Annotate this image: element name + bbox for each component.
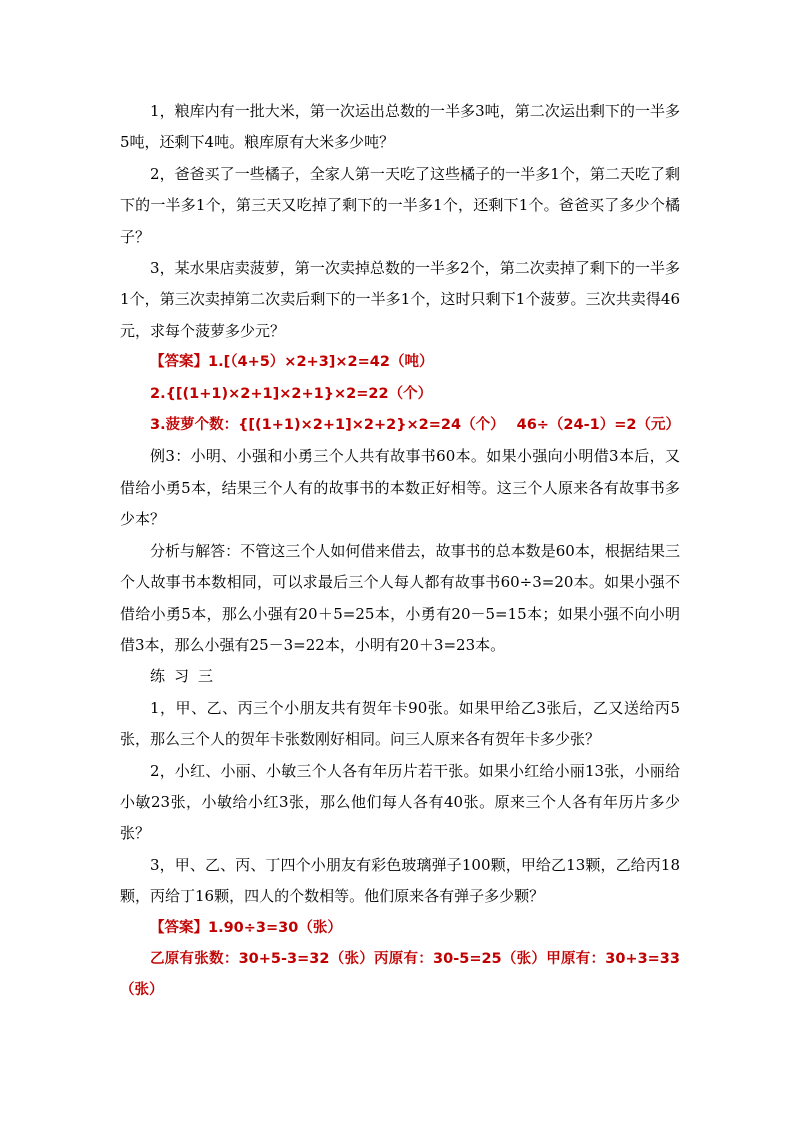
document-body [120, 96, 680, 1007]
exercise-answer-1 [120, 913, 680, 944]
problem-1: 1，粮库内有一批大米，第一次运出总数的一半多3吨，第二次运出剩下的一半多5吨，还剩下4吨。粮库原有大米多少吨？ [120, 102, 680, 152]
answer-1-text: 1.[（4+5）×2+3]×2=42（吨） [208, 354, 434, 371]
answer-3 [120, 410, 680, 441]
exercise-problem-1: 1，甲、乙、丙三个小朋友共有贺年卡90张。如果甲给乙3张后，乙又送给丙5张，那么三个人的贺年卡张数刚好相同。问三人原来各有贺年卡多少张？ [120, 698, 680, 749]
exercise-answer-1-text: 1.90÷3=30（张） [208, 919, 342, 936]
exercise-heading: 练习三 [150, 667, 223, 686]
problem-3: 3，某水果店卖菠萝，第一次卖掉总数的一半多2个，第二次卖掉了剩下的一半多1个，第三次卖掉第二次卖后剩下的一半多1个，这时只剩下1个菠萝。三次共卖得46元，求每个菠萝多少元？ [120, 259, 680, 340]
answer-1 [120, 347, 680, 378]
exercise-problem-3: 3，甲、乙、丙、丁四个小朋友有彩色玻璃弹子100颗，甲给乙13颗，乙给丙18颗，丙给丁16颗，四人的个数相等。他们原来各有弹子多少颗？ [120, 855, 680, 906]
answer-3-part1: 3.菠萝个数：{[(1+1)×2+1]×2+2}×2=24（个） [150, 417, 505, 434]
exercise-problem-2: 2，小红、小丽、小敏三个人各有年历片若干张。如果小红给小丽13张，小丽给小敏23张，小敏给小红3张，那么他们每人各有40张。原来三个人各有年历片多少张？ [120, 761, 680, 843]
example-3-analysis: 分析与解答：不管这三个人如何借来借去，故事书的总本数是60本，根据结果三个人故事书本数相同，可以求最后三个人每人都有故事书60÷3=20本。如果小强不借给小勇5本，那么小强有20＋5=25本，小勇有20－5=15本；如果小强不向小明借3本，那么小强有25－3=22本，小明有20＋3=23本。 [120, 541, 680, 654]
problem-2: 2，爸爸买了一些橘子，全家人第一天吃了这些橘子的一半多1个，第二天吃了剩下的一半多1个，第三天又吃掉了剩下的一半多1个，还剩下1个。爸爸买了多少个橘子？ [120, 164, 680, 246]
answer-3-part2: 46÷（24-1）=2（元） [516, 417, 680, 434]
exercise-answer-2: 乙原有张数：30+5-3=32（张）丙原有：30-5=25（张）甲原有：30+3=33（张） [120, 950, 680, 999]
example-3-question: 例3：小明、小强和小勇三个人共有故事书60本。如果小强向小明借3本后，又借给小勇5本，结果三个人有的故事书的本数正好相等。这三个人原来各有故事书多少本？ [120, 447, 680, 529]
answer-2: 2.{[(1+1)×2+1]×2+1}×2=22（个） [150, 385, 433, 402]
answer-label: 【答案】 [150, 354, 208, 371]
exercise-answer-label: 【答案】 [150, 919, 208, 936]
